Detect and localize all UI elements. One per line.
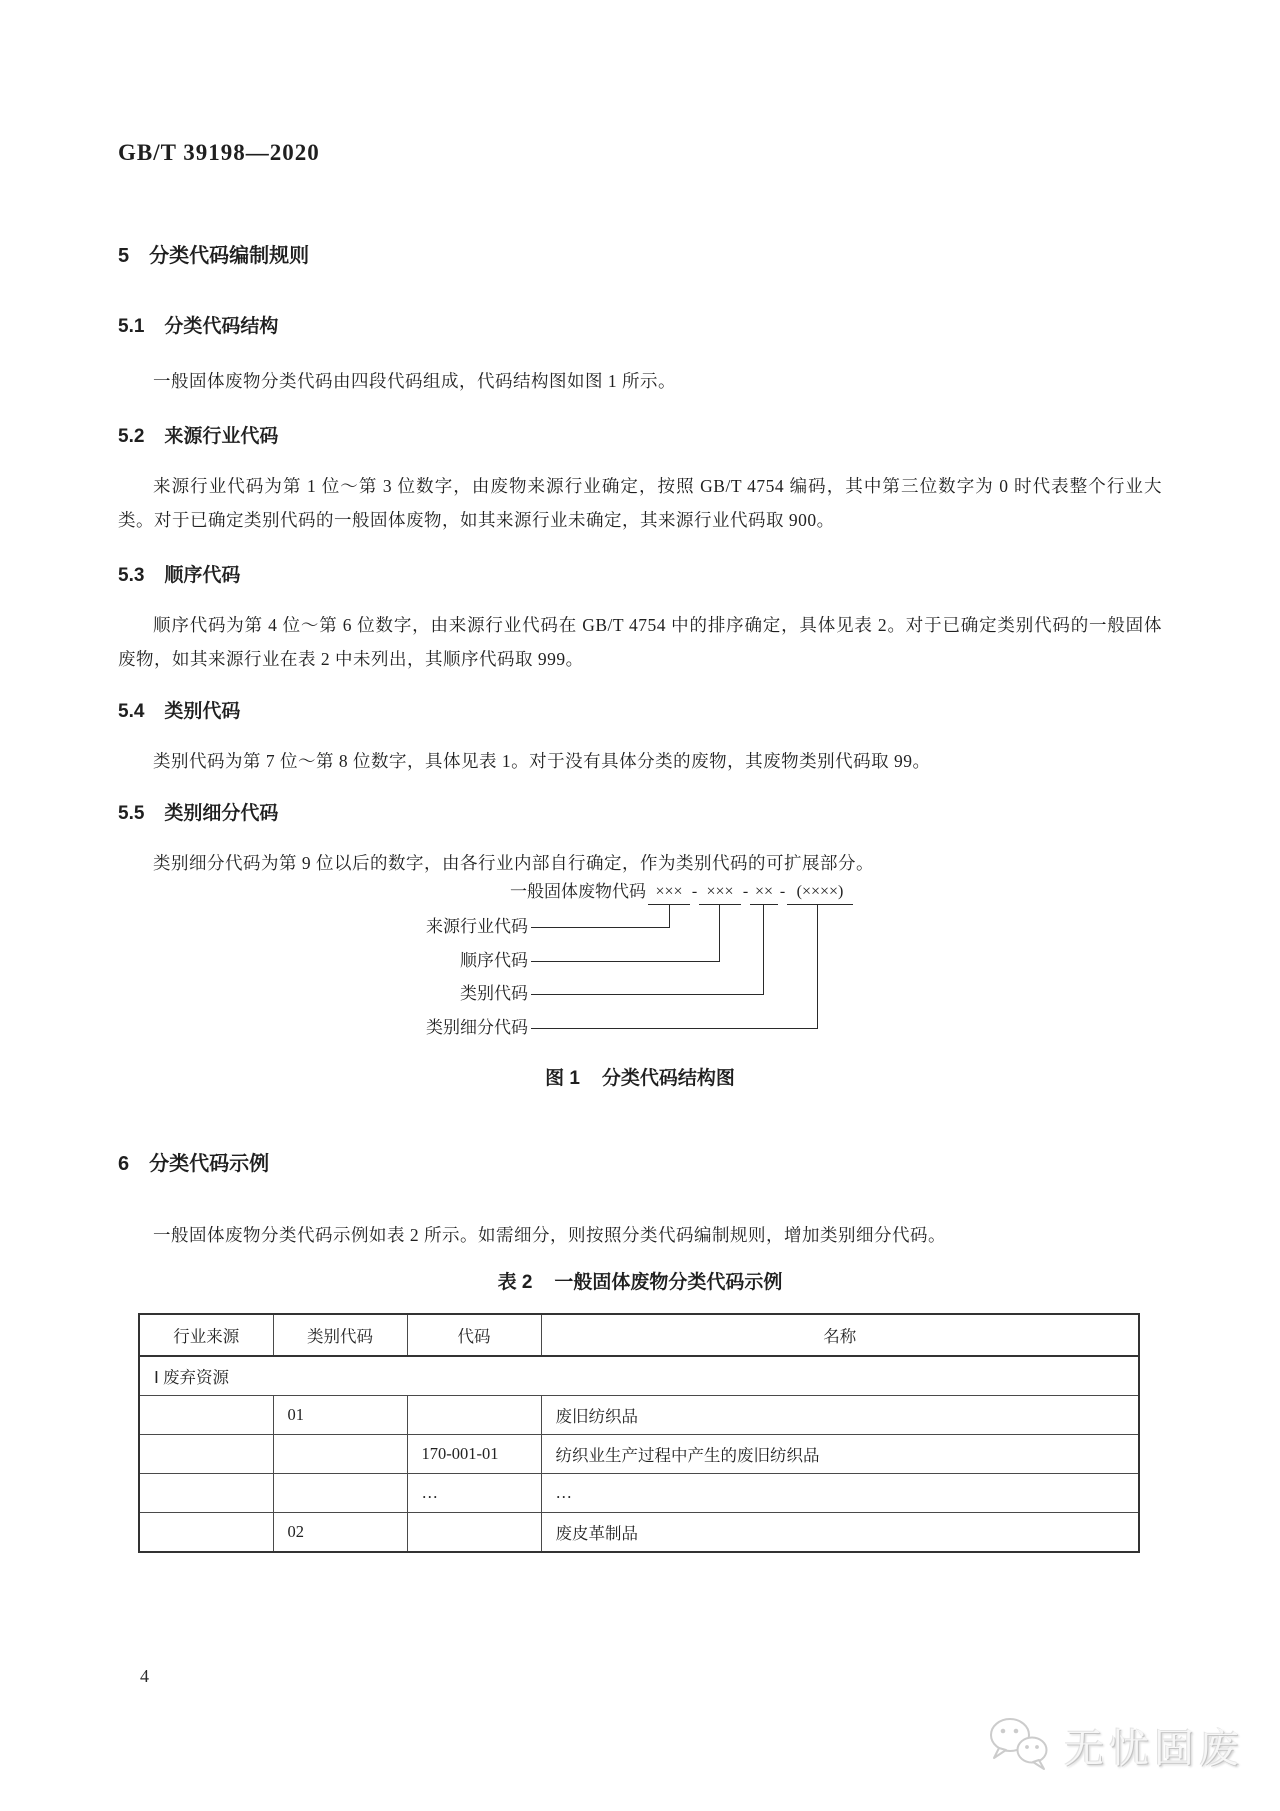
connector-hline-3 bbox=[531, 994, 764, 995]
cell-category bbox=[273, 1474, 407, 1513]
clause-5-heading bbox=[118, 242, 1162, 270]
cell-code bbox=[407, 1513, 541, 1553]
code-segment-sequence: ××× bbox=[699, 880, 741, 905]
cell-name: … bbox=[541, 1474, 1139, 1513]
watermark bbox=[984, 1714, 1244, 1777]
code-separator: - bbox=[779, 883, 786, 900]
clause-6-paragraph: 一般固体废物分类代码示例如表 2 所示。如需细分，则按照分类代码编制规则，增加类别细分代码。 bbox=[153, 1225, 946, 1245]
connector-hline-4 bbox=[531, 1028, 818, 1029]
clause-title: 分类代码示例 bbox=[149, 1153, 270, 1175]
table-row bbox=[139, 1513, 1139, 1553]
figure-label-sequence-code: 顺序代码 bbox=[460, 951, 528, 970]
figure-label-industry-code: 来源行业代码 bbox=[426, 917, 528, 936]
code-separator: - bbox=[742, 883, 749, 900]
watermark-text: 无忧固废 bbox=[1064, 1727, 1244, 1771]
clause-title: 分类代码编制规则 bbox=[149, 245, 310, 267]
page-content bbox=[118, 138, 1162, 1553]
clause-title: 类别代码 bbox=[164, 701, 241, 722]
clause-title: 分类代码结构 bbox=[164, 316, 279, 337]
table-row bbox=[139, 1396, 1139, 1435]
figure-code-prefix: 一般固体废物代码 bbox=[510, 882, 646, 901]
classification-code-table bbox=[138, 1313, 1140, 1553]
clause-5-5-heading bbox=[118, 801, 1162, 827]
cell-code: … bbox=[407, 1474, 541, 1513]
clause-number: 5.5 bbox=[118, 803, 145, 824]
table-row bbox=[139, 1474, 1139, 1513]
column-header-industry-source: 行业来源 bbox=[139, 1314, 273, 1356]
cell-industry bbox=[139, 1474, 273, 1513]
table-group-row bbox=[139, 1356, 1139, 1396]
group-cell: Ⅰ 废弃资源 bbox=[139, 1356, 1139, 1396]
figure-code-segments bbox=[648, 880, 853, 905]
clause-5-4-paragraph: 类别代码为第 7 位～第 8 位数字，具体见表 1。对于没有具体分类的废物，其废物类别代码取 99。 bbox=[153, 751, 931, 771]
cell-industry bbox=[139, 1396, 273, 1435]
code-segment-industry: ××× bbox=[648, 880, 690, 905]
table-header-row bbox=[139, 1314, 1139, 1356]
cell-code: 170-001-01 bbox=[407, 1435, 541, 1474]
standard-number: GB/T 39198—2020 bbox=[118, 140, 320, 165]
table-caption-title: 一般固体废物分类代码示例 bbox=[554, 1272, 783, 1293]
page-number: 4 bbox=[140, 1666, 149, 1686]
clause-5-3-paragraph: 顺序代码为第 4 位～第 6 位数字，由来源行业代码在 GB/T 4754 中的排序确定，具体见表 2。对于已确定类别代码的一般固体废物，如其来源行业在表 2 中未列出，其顺序代码取 999。 bbox=[118, 615, 1162, 669]
cell-name: 废皮革制品 bbox=[541, 1513, 1139, 1553]
clause-number: 5.2 bbox=[118, 426, 145, 447]
clause-title: 类别细分代码 bbox=[164, 803, 279, 824]
cell-category: 01 bbox=[273, 1396, 407, 1435]
clause-number: 6 bbox=[118, 1153, 130, 1175]
clause-5-2-paragraph: 来源行业代码为第 1 位～第 3 位数字，由废物来源行业确定，按照 GB/T 4754 编码，其中第三位数字为 0 时代表整个行业大类。对于已确定类别代码的一般固体废物，如其来源行业未确定，其来源行业代码取 900。 bbox=[118, 476, 1162, 530]
cell-category: 02 bbox=[273, 1513, 407, 1553]
clause-number: 5.4 bbox=[118, 701, 145, 722]
column-header-category-code: 类别代码 bbox=[273, 1314, 407, 1356]
clause-5-1-paragraph: 一般固体废物分类代码由四段代码组成，代码结构图如图 1 所示。 bbox=[153, 371, 676, 391]
cell-industry bbox=[139, 1513, 273, 1553]
code-segment-subcategory: (××××) bbox=[787, 880, 853, 905]
clause-5-1-heading bbox=[118, 314, 1162, 340]
figure-label-category-code: 类别代码 bbox=[460, 984, 528, 1003]
cell-category bbox=[273, 1435, 407, 1474]
code-separator: - bbox=[691, 883, 698, 900]
connector-vline-3 bbox=[763, 905, 764, 994]
cell-name: 纺织业生产过程中产生的废旧纺织品 bbox=[541, 1435, 1139, 1474]
clause-title: 顺序代码 bbox=[164, 565, 241, 586]
clause-5-5-paragraph: 类别细分代码为第 9 位以后的数字，由各行业内部自行确定，作为类别代码的可扩展部分。 bbox=[153, 853, 874, 873]
connector-vline-1 bbox=[669, 905, 670, 927]
cell-code bbox=[407, 1396, 541, 1435]
figure-caption-title: 分类代码结构图 bbox=[601, 1068, 735, 1089]
table-row bbox=[139, 1435, 1139, 1474]
cell-name: 废旧纺织品 bbox=[541, 1396, 1139, 1435]
table-caption-label: 表 2 bbox=[497, 1272, 533, 1293]
clause-number: 5.3 bbox=[118, 565, 145, 586]
figure-label-subcategory-code: 类别细分代码 bbox=[426, 1018, 528, 1037]
connector-vline-4 bbox=[817, 905, 818, 1028]
cell-industry bbox=[139, 1435, 273, 1474]
figure-caption bbox=[118, 1066, 1162, 1092]
figure-code-structure bbox=[118, 880, 1162, 1052]
clause-6-heading bbox=[118, 1150, 1162, 1178]
clause-title: 来源行业代码 bbox=[164, 426, 279, 447]
connector-hline-1 bbox=[531, 927, 670, 928]
clause-5-4-heading bbox=[118, 699, 1162, 725]
column-header-code: 代码 bbox=[407, 1314, 541, 1356]
figure-caption-label: 图 1 bbox=[545, 1068, 580, 1089]
connector-vline-2 bbox=[719, 905, 720, 961]
table-caption bbox=[118, 1270, 1162, 1296]
connector-hline-2 bbox=[531, 961, 720, 962]
clause-5-3-heading bbox=[118, 563, 1162, 589]
clause-number: 5.1 bbox=[118, 316, 145, 337]
column-header-name: 名称 bbox=[541, 1314, 1139, 1356]
code-segment-category: ×× bbox=[750, 880, 778, 905]
wechat-icon bbox=[984, 1714, 1054, 1777]
clause-number: 5 bbox=[118, 245, 130, 267]
clause-5-2-heading bbox=[118, 424, 1162, 450]
